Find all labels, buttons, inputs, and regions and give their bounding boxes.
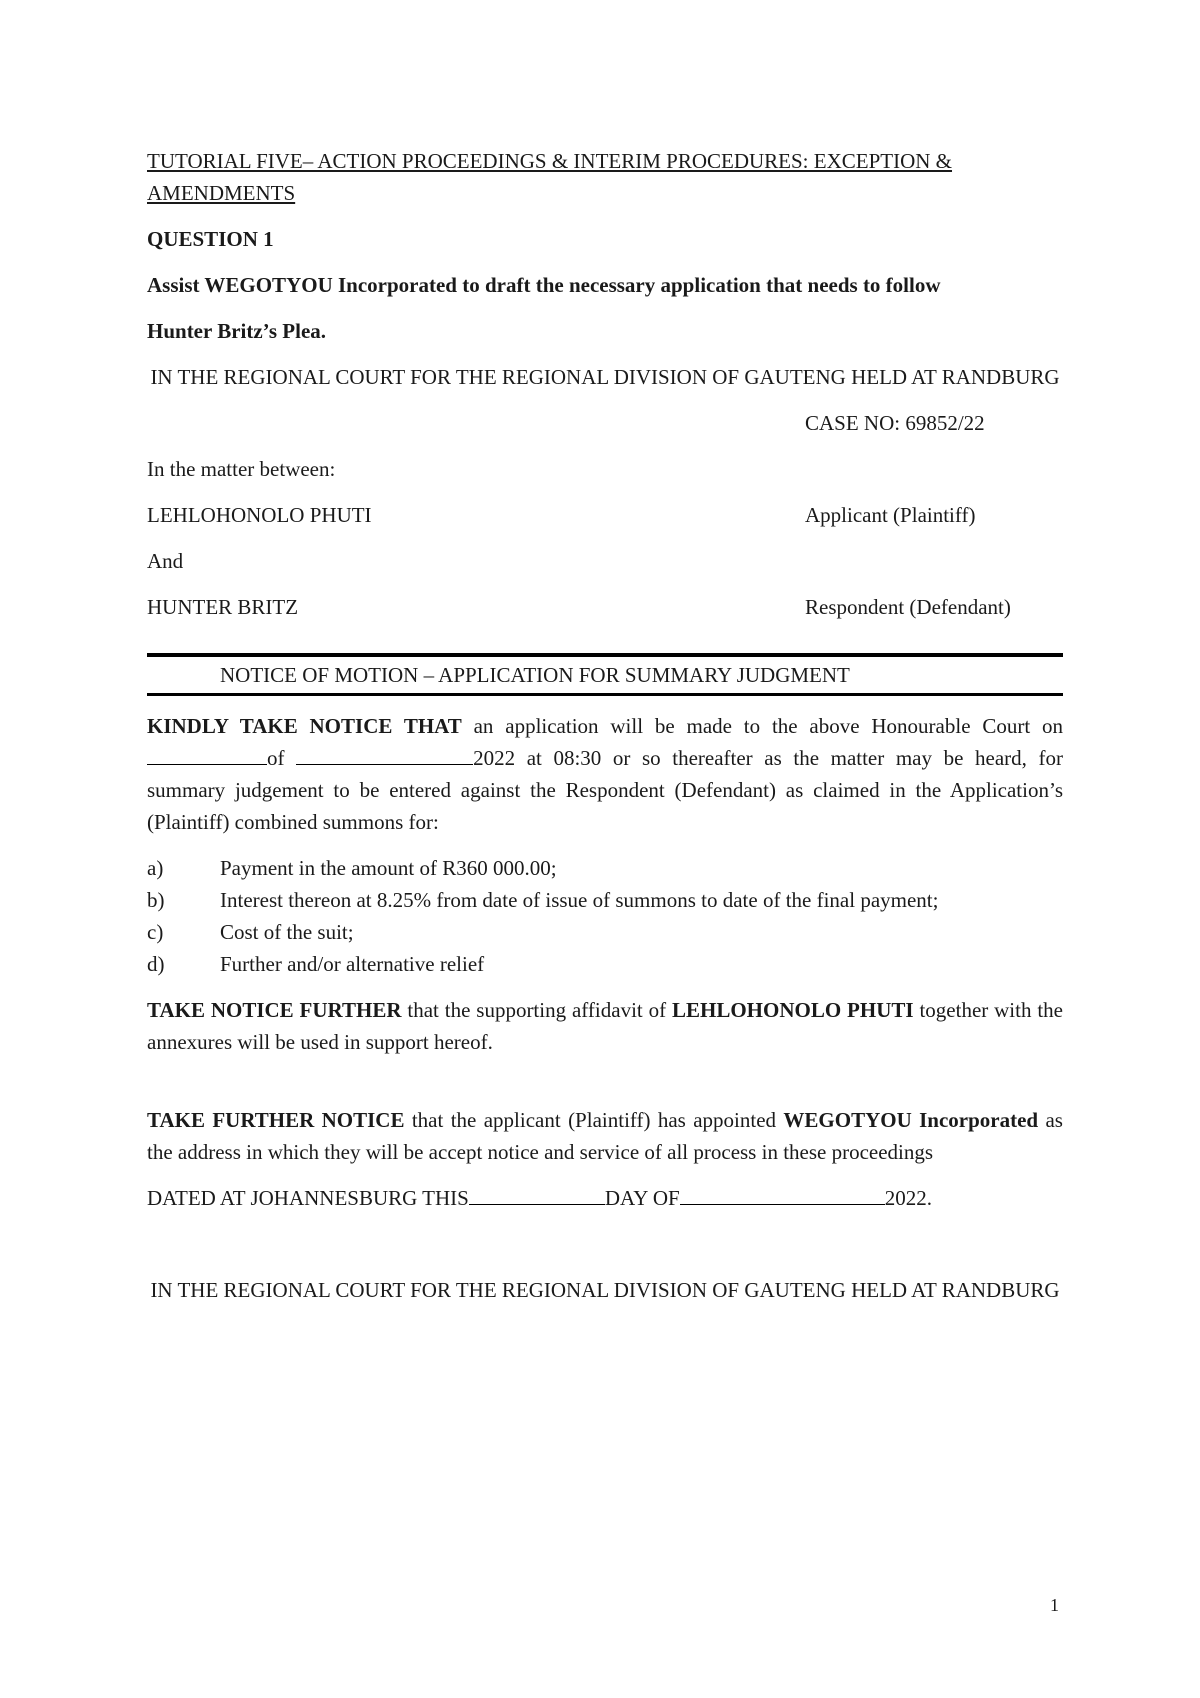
notice-paragraph xyxy=(147,710,1063,838)
list-item xyxy=(147,948,1063,980)
dated-text-1: DATED AT JOHANNESBURG THIS xyxy=(147,1186,469,1210)
list-text: Interest thereon at 8.25% from date of issue of summons to date of the final payment; xyxy=(220,888,939,912)
list-text: Further and/or alternative relief xyxy=(220,952,485,976)
respondent-row xyxy=(147,591,1063,623)
list-item xyxy=(147,884,1063,916)
question-heading: QUESTION 1 xyxy=(147,227,274,251)
further-notice-lead: TAKE NOTICE FURTHER xyxy=(147,998,402,1022)
court-heading: IN THE REGIONAL COURT FOR THE REGIONAL DIVISION OF GAUTENG HELD AT RANDBURG xyxy=(150,365,1060,389)
list-marker: b) xyxy=(147,888,165,912)
relief-list xyxy=(147,852,1063,980)
notice-heading: NOTICE OF MOTION – APPLICATION FOR SUMMARY JUDGMENT xyxy=(220,663,850,687)
notice-text-3: 2022 at 08:30 or so thereafter as the matter may be heard, for summary judgement to be entered against the Respondent (Defendant) as claimed in the Application’s (Plaintiff) combined summons for: xyxy=(147,746,1063,834)
court-heading-repeat: IN THE REGIONAL COURT FOR THE REGIONAL DIVISION OF GAUTENG HELD AT RANDBURG xyxy=(150,1278,1060,1302)
document-page xyxy=(147,145,1063,1306)
page-number: 1 xyxy=(1050,1595,1059,1615)
list-marker: c) xyxy=(147,920,164,944)
respondent-name: HUNTER BRITZ xyxy=(147,595,299,619)
further-notice-paragraph xyxy=(147,994,1063,1058)
take-further-notice-text-1: that the applicant (Plaintiff) has appointed xyxy=(404,1108,784,1132)
further-notice-name: LEHLOHONOLO PHUTI xyxy=(671,998,914,1022)
list-text: Payment in the amount of R360 000.00; xyxy=(220,856,557,880)
instruction-text: Assist WEGOTYOU Incorporated to draft the necessary application that needs to follow xyxy=(147,273,941,297)
applicant-name: LEHLOHONOLO PHUTI xyxy=(147,503,372,527)
dated-line xyxy=(147,1182,1063,1214)
take-further-notice-text-2: as the address in which they will be accept notice and service of all process in these proceedings xyxy=(147,1108,1063,1164)
tutorial-title: TUTORIAL FIVE– ACTION PROCEEDINGS & INTERIM PROCEDURES: EXCEPTION & AMENDMENTS xyxy=(147,149,953,205)
list-text: Cost of the suit; xyxy=(220,920,354,944)
party-conjunction: And xyxy=(147,549,184,573)
date-day-blank xyxy=(147,744,267,765)
month-blank xyxy=(680,1184,885,1205)
list-marker: d) xyxy=(147,952,165,976)
list-item xyxy=(147,852,1063,884)
dated-text-2: DAY OF xyxy=(604,1186,680,1210)
applicant-role: Applicant (Plaintiff) xyxy=(805,503,976,527)
bottom-rule xyxy=(147,693,1063,696)
take-further-notice-lead: TAKE FURTHER NOTICE xyxy=(147,1108,405,1132)
date-month-blank xyxy=(296,744,473,765)
dated-text-3: 2022. xyxy=(884,1186,932,1210)
plea-heading: Hunter Britz’s Plea. xyxy=(147,319,327,343)
list-item xyxy=(147,916,1063,948)
list-marker: a) xyxy=(147,856,164,880)
notice-text-1: an application will be made to the above Honourable Court on xyxy=(461,714,1064,738)
matter-between: In the matter between: xyxy=(147,457,336,481)
take-further-notice-firm: WEGOTYOU Incorporated xyxy=(783,1108,1039,1132)
case-number: CASE NO: 69852/22 xyxy=(805,411,985,435)
further-notice-text-1: that the supporting affidavit of xyxy=(401,998,672,1022)
further-notice-text-2: together with the annexures will be used in support hereof. xyxy=(147,998,1063,1054)
notice-text-2: of xyxy=(267,746,297,770)
applicant-row xyxy=(147,499,1063,531)
take-further-notice-paragraph xyxy=(147,1104,1063,1168)
notice-lead: KINDLY TAKE NOTICE THAT xyxy=(147,714,462,738)
day-blank xyxy=(469,1184,605,1205)
notice-heading-block xyxy=(147,653,1063,696)
respondent-role: Respondent (Defendant) xyxy=(805,595,1011,619)
